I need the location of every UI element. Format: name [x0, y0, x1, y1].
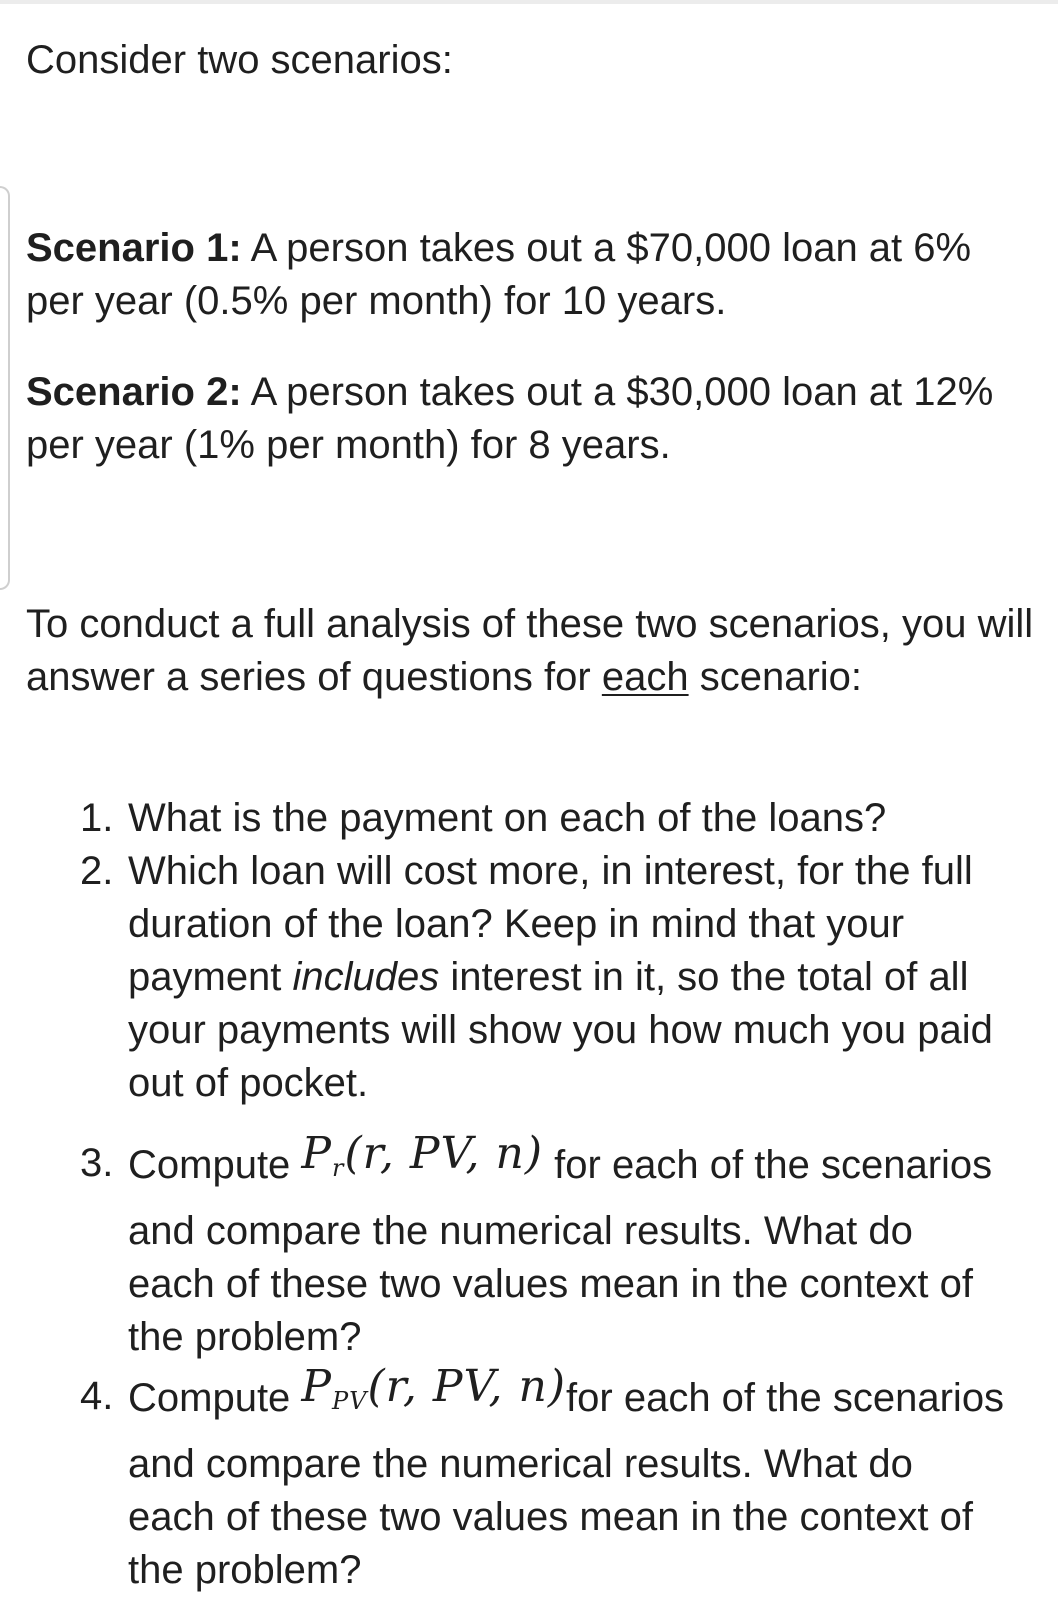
- analysis-paragraph: [26, 598, 1036, 704]
- question-number: 2.: [80, 849, 114, 893]
- scenario-2-text: A person takes out a $30,000 loan at 12% per year (1% per month) for 8 years.: [26, 370, 994, 467]
- intro-heading: Consider two scenarios:: [26, 38, 453, 82]
- question-3-after: for each of the scenarios and compare the numerical results. What do each of these two values mean in the context of the problem?: [128, 1143, 993, 1359]
- analysis-text-after: scenario:: [688, 655, 863, 699]
- question-text: [128, 1128, 1008, 1364]
- question-2-before: Which loan will cost more, in interest, for the full duration of the loan? Keep in mind that your payment: [128, 849, 973, 999]
- question-text: [128, 1361, 1008, 1597]
- formula-subscript: PV: [332, 1387, 368, 1415]
- scenario-1-text: A person takes out a $70,000 loan at 6% per year (0.5% per month) for 10 years.: [26, 226, 972, 323]
- question-4-lead: Compute: [128, 1376, 302, 1420]
- analysis-text-before: To conduct a full analysis of these two scenarios, you will answer a series of questions for: [26, 602, 1034, 699]
- question-text: What is the payment on each of the loans?: [128, 796, 887, 840]
- top-divider: [0, 0, 1058, 4]
- question-number: 1.: [80, 796, 114, 840]
- formula-arguments: (r, PV, n): [344, 1128, 544, 1179]
- scenario-1-label: Scenario 1:: [26, 226, 242, 270]
- formula-symbol: P: [301, 1361, 333, 1412]
- formula-p-pv: [301, 1361, 567, 1415]
- question-4-after: for each of the scenarios and compare the numerical results. What do each of these two values mean in the context of the problem?: [128, 1376, 1005, 1592]
- question-number: 3.: [80, 1141, 114, 1185]
- scenario-2-paragraph: [26, 366, 1036, 472]
- formula-arguments: (r, PV, n): [367, 1361, 567, 1412]
- question-2-emphasis: includes: [292, 955, 440, 999]
- question-2-after: interest in it, so the total of all your payments will show you how much you paid out of pocket.: [128, 955, 993, 1105]
- scenario-2-label: Scenario 2:: [26, 370, 242, 414]
- question-number: 4.: [80, 1374, 114, 1418]
- analysis-emphasis: each: [601, 655, 689, 699]
- formula-p-r: [301, 1128, 544, 1182]
- question-text: [128, 845, 1008, 1110]
- scenario-1-paragraph: [26, 222, 1036, 328]
- scenario-card-edge: [0, 186, 10, 590]
- question-3-lead: Compute: [128, 1143, 302, 1187]
- formula-subscript: r: [332, 1154, 345, 1182]
- formula-symbol: P: [301, 1128, 333, 1179]
